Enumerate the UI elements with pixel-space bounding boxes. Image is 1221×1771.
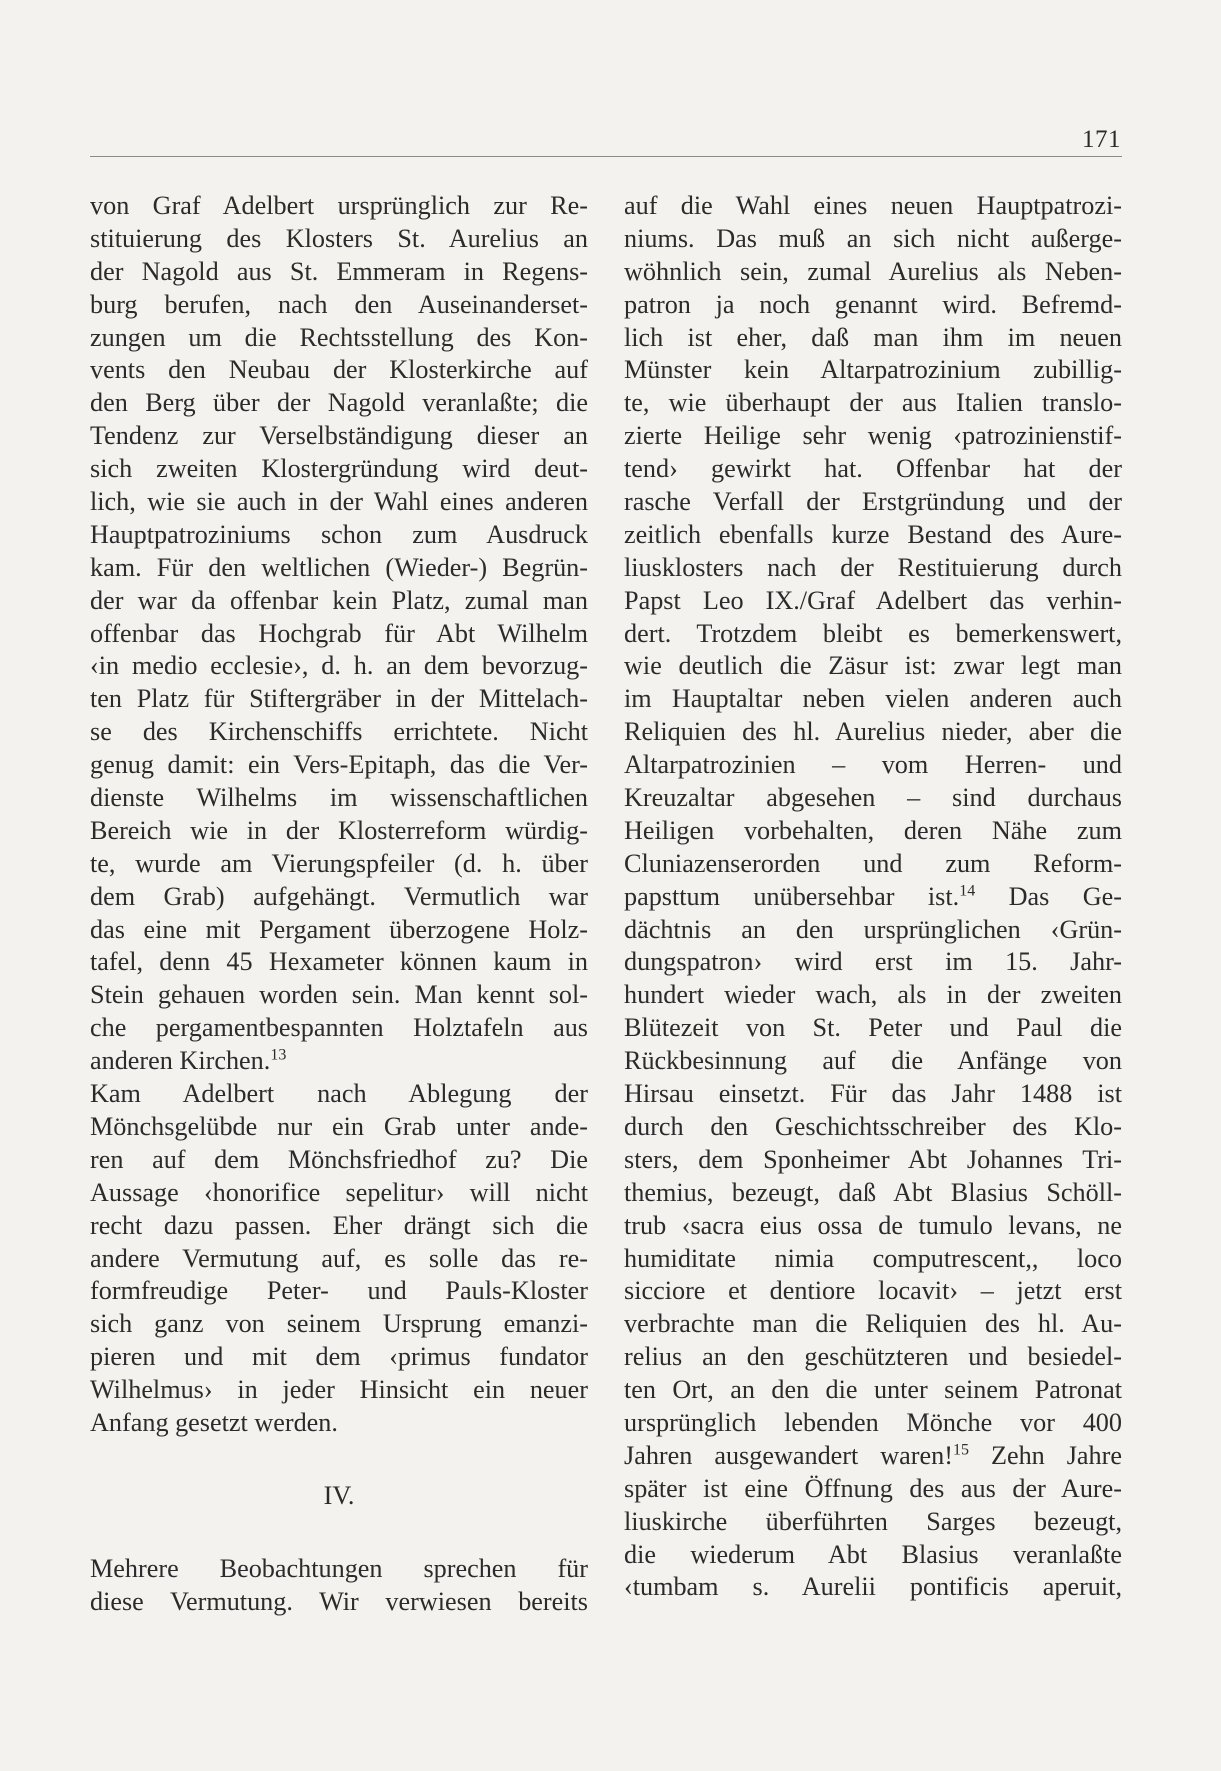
- text-line: dienste Wilhelms im wissenschaftlichen: [90, 783, 588, 813]
- text-line: dert. Trotzdem bleibt es bemerkenswert,: [624, 618, 1122, 648]
- text-line: te, wurde am Vierungspfeiler (d. h. über: [90, 848, 588, 878]
- text-line-with-footnote: [90, 1045, 588, 1078]
- text-line: ‹tumbam s. Aurelii pontificis aperuit,: [624, 1572, 1122, 1602]
- text-line: relius an den geschützteren und besiedel-: [624, 1342, 1122, 1372]
- text-line: Kreuzaltar abgesehen – sind durchaus: [624, 783, 1122, 813]
- text-line: stituierung des Klosters St. Aurelius an: [90, 223, 588, 253]
- text-line: rasche Verfall der Erstgründung und der: [624, 487, 1122, 517]
- text-line: Blütezeit von St. Peter und Paul die: [624, 1013, 1122, 1043]
- text-line: Münster kein Altarpatrozinium zubillig-: [624, 355, 1122, 385]
- text-line: dächtnis an den ursprünglichen ‹Grün-: [624, 914, 1122, 944]
- text-line: themius, bezeugt, daß Abt Blasius Schöll-: [624, 1177, 1122, 1207]
- text-line: Altarpatrozinien – vom Herren- und: [624, 750, 1122, 780]
- text-line: Heiligen vorbehalten, deren Nähe zum: [624, 815, 1122, 845]
- text-fragment: Zehn Jahre: [968, 1440, 1122, 1470]
- page-number: 171: [1082, 126, 1121, 153]
- text-line: später ist eine Öffnung des aus der Aure-: [624, 1473, 1122, 1503]
- text-line: Rückbesinnung auf die Anfänge von: [624, 1046, 1122, 1076]
- text-line: offenbar das Hochgrab für Abt Wilhelm: [90, 618, 588, 648]
- text-line: vents den Neubau der Klosterkirche auf: [90, 355, 588, 385]
- text-line: Cluniazenserorden und zum Reform-: [624, 848, 1122, 878]
- text-line: liuskirche überführten Sarges bezeugt,: [624, 1506, 1122, 1536]
- section-gap: [90, 1513, 588, 1553]
- text-line: patron ja noch genannt wird. Befremd-: [624, 289, 1122, 319]
- text-line: die wiederum Abt Blasius veranlaßte: [624, 1539, 1122, 1569]
- text-line: zungen um die Rechtsstellung des Kon-: [90, 322, 588, 352]
- text-line: zeitlich ebenfalls kurze Bestand des Aure-: [624, 519, 1122, 549]
- text-line: dem Grab) aufgehängt. Vermutlich war: [90, 881, 588, 911]
- text-line: Papst Leo IX./Graf Adelbert das verhin-: [624, 585, 1122, 615]
- text-line: tafel, denn 45 Hexameter können kaum in: [90, 947, 588, 977]
- text-line: Wilhelmus› in jeder Hinsicht ein neuer: [90, 1375, 588, 1405]
- text-line: Hirsau einsetzt. Für das Jahr 1488 ist: [624, 1079, 1122, 1109]
- text-line: der war da offenbar kein Platz, zumal man: [90, 585, 588, 615]
- text-line: auf die Wahl eines neuen Hauptpatrozi-: [624, 191, 1122, 220]
- text-line: niums. Das muß an sich nicht außerge-: [624, 223, 1122, 253]
- text-line: Aussage ‹honorifice sepelitur› will nicht: [90, 1177, 588, 1207]
- text-line: te, wie überhaupt der aus Italien translo-: [624, 388, 1122, 418]
- text-line: im Hauptaltar neben vielen anderen auch: [624, 684, 1122, 714]
- text-line: pieren und mit dem ‹primus fundator: [90, 1342, 588, 1372]
- left-column: [90, 190, 588, 1619]
- text-line-with-footnote: [624, 881, 1122, 914]
- right-column: [624, 190, 1122, 1604]
- text-line: von Graf Adelbert ursprünglich zur Re-: [90, 191, 588, 220]
- text-line: ursprünglich lebenden Mönche vor 400: [624, 1407, 1122, 1437]
- text-line: wie deutlich die Zäsur ist: zwar legt man: [624, 651, 1122, 681]
- text-line: burg berufen, nach den Auseinanderset-: [90, 289, 588, 319]
- footnote-ref-14: 14: [959, 881, 976, 899]
- text-line: genug damit: ein Vers-Epitaph, das die Ver-: [90, 750, 588, 780]
- text-line: Reliquien des hl. Aurelius nieder, aber die: [624, 717, 1122, 747]
- text-line: anderen Kirchen.: [90, 1046, 271, 1076]
- text-line: kam. Für den weltlichen (Wieder-) Begrün-: [90, 552, 588, 582]
- text-line: Kam Adelbert nach Ablegung der: [90, 1079, 588, 1109]
- text-line: Stein gehauen worden sein. Man kennt sol-: [90, 980, 588, 1010]
- header-rule: [90, 156, 1122, 157]
- section-gap: [90, 1440, 588, 1480]
- text-line-with-footnote: [624, 1440, 1122, 1473]
- footnote-ref-15: 15: [952, 1441, 969, 1459]
- text-line: humiditate nimia computrescent,, loco: [624, 1243, 1122, 1273]
- text-line: durch den Geschichtsschreiber des Klo-: [624, 1111, 1122, 1141]
- text-line: den Berg über der Nagold veranlaßte; die: [90, 388, 588, 418]
- text-line: sich ganz von seinem Ursprung emanzi-: [90, 1309, 588, 1339]
- text-line: das eine mit Pergament überzogene Holz-: [90, 914, 588, 944]
- text-line: wöhnlich sein, zumal Aurelius als Neben-: [624, 256, 1122, 286]
- text-line: Tendenz zur Verselbständigung dieser an: [90, 421, 588, 451]
- text-line: diese Vermutung. Wir verwiesen bereits: [90, 1586, 588, 1616]
- text-line: recht dazu passen. Eher drängt sich die: [90, 1210, 588, 1240]
- section-heading: IV.: [323, 1480, 355, 1510]
- text-line: ren auf dem Mönchsfriedhof zu? Die: [90, 1144, 588, 1174]
- text-line: hundert wieder wach, als in der zweiten: [624, 980, 1122, 1010]
- text-line: lich ist eher, daß man ihm im neuen: [624, 322, 1122, 352]
- text-line: ten Platz für Stiftergräber in der Mittelach-: [90, 684, 588, 714]
- text-line: Mönchsgelübde nur ein Grab unter ande-: [90, 1111, 588, 1141]
- text-line: sicciore et dentiore locavit› – jetzt erst: [624, 1276, 1122, 1306]
- text-fragment: papsttum unübersehbar ist.: [624, 881, 960, 911]
- text-line: ‹in medio ecclesie›, d. h. an dem bevorzug-: [90, 651, 588, 681]
- text-line: liusklosters nach der Restituierung durch: [624, 552, 1122, 582]
- text-line: andere Vermutung auf, es solle das re-: [90, 1243, 588, 1273]
- text-line: zierte Heilige sehr wenig ‹patrozinienstif-: [624, 421, 1122, 451]
- text-line: verbrachte man die Reliquien des hl. Au-: [624, 1309, 1122, 1339]
- text-line: ten Ort, an den die unter seinem Patronat: [624, 1375, 1122, 1405]
- footnote-ref-13: 13: [270, 1046, 287, 1064]
- text-line: Bereich wie in der Klosterreform würdig-: [90, 815, 588, 845]
- text-line: formfreudige Peter- und Pauls-Kloster: [90, 1276, 588, 1306]
- text-line: Mehrere Beobachtungen sprechen für: [90, 1553, 588, 1583]
- text-line: trub ‹sacra eius ossa de tumulo levans, ne: [624, 1210, 1122, 1240]
- text-line: tend› gewirkt hat. Offenbar hat der: [624, 454, 1122, 484]
- text-fragment: Das Ge-: [975, 881, 1123, 911]
- text-line: der Nagold aus St. Emmeram in Regens-: [90, 256, 588, 286]
- text-line: Anfang gesetzt werden.: [90, 1407, 338, 1437]
- text-line: lich, wie sie auch in der Wahl eines anderen: [90, 487, 588, 517]
- text-line: se des Kirchenschiffs errichtete. Nicht: [90, 717, 588, 747]
- text-line: sich zweiten Klostergründung wird deut-: [90, 454, 588, 484]
- text-line: sters, dem Sponheimer Abt Johannes Tri-: [624, 1144, 1122, 1174]
- text-fragment: Jahren ausgewandert waren!: [624, 1440, 953, 1470]
- text-line: che pergamentbespannten Holztafeln aus: [90, 1013, 588, 1043]
- text-line: dungspatron› wird erst im 15. Jahr-: [624, 947, 1122, 977]
- text-line: Hauptpatroziniums schon zum Ausdruck: [90, 519, 588, 549]
